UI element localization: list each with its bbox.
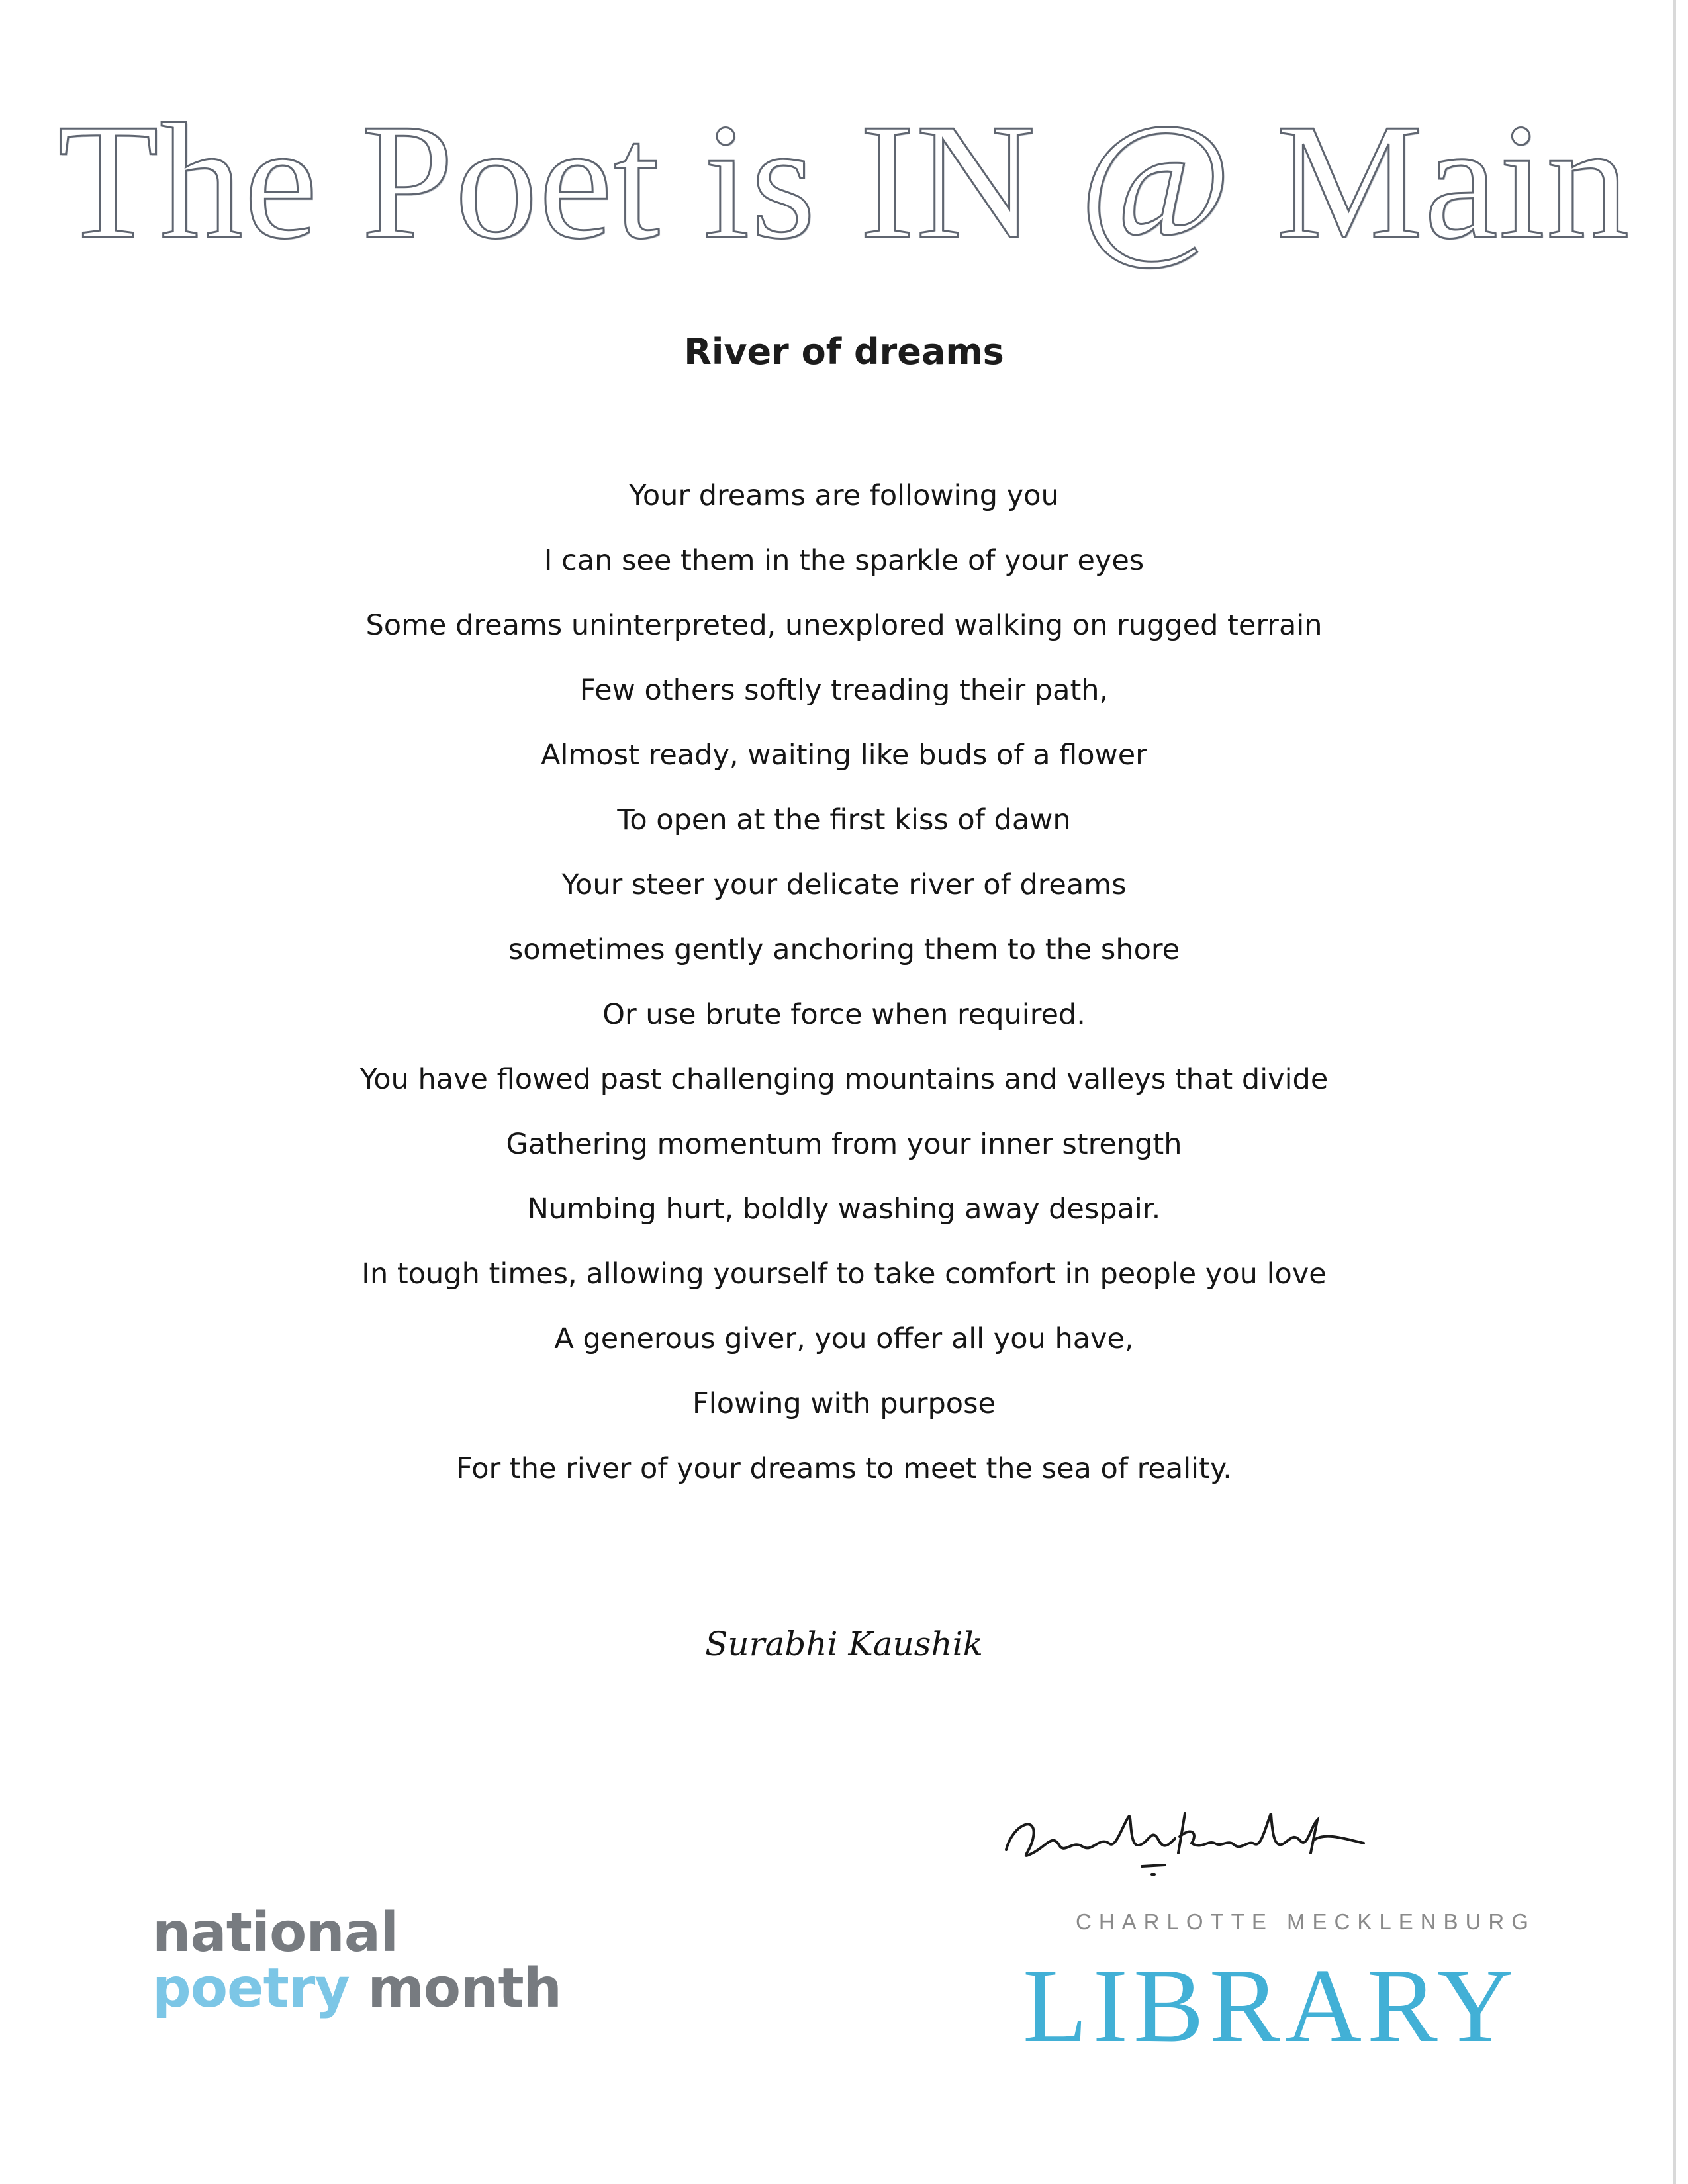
signature-underline xyxy=(1142,1865,1165,1874)
poem-line: Your steer your delicate river of dreams xyxy=(561,868,1127,901)
poem-author: Surabhi Kaushik xyxy=(705,1625,983,1663)
handwritten-signature xyxy=(993,1787,1390,1886)
library-logo: LIBRARY xyxy=(1023,1946,1519,2064)
poem-title: River of dreams xyxy=(684,331,1004,373)
page-title: The Poet is IN @ Main xyxy=(57,90,1631,273)
poem-line: Or use brute force when required. xyxy=(602,998,1086,1031)
poem-line: Gathering momentum from your inner strength xyxy=(506,1128,1182,1161)
poem-line: I can see them in the sparkle of your eyes xyxy=(543,544,1145,577)
poem-line: A generous giver, you offer all you have, xyxy=(554,1322,1134,1355)
poem-line: Your dreams are following you xyxy=(629,479,1059,512)
poem-line: In tough times, allowing yourself to take comfort in people you love xyxy=(361,1257,1327,1291)
signature-stroke xyxy=(1006,1813,1364,1856)
national-poetry-month-logo xyxy=(152,1901,562,2020)
logo-word-national: national xyxy=(152,1901,399,1964)
poem-line: For the river of your dreams to meet the sea of reality. xyxy=(456,1452,1232,1485)
poem-line: To open at the first kiss of dawn xyxy=(617,803,1071,837)
logo-word-poetry: poetry xyxy=(152,1957,350,2020)
poem-line: Few others softly treading their path, xyxy=(579,674,1109,707)
poem-body xyxy=(0,463,1688,1501)
poem-line: Numbing hurt, boldly washing away despair. xyxy=(527,1193,1161,1226)
poem-line: sometimes gently anchoring them to the shore xyxy=(508,933,1180,966)
poem-line: Almost ready, waiting like buds of a flower xyxy=(541,739,1147,772)
poem-line: Some dreams uninterpreted, unexplored walking on rugged terrain xyxy=(365,609,1323,642)
library-logo-subtitle: CHARLOTTE MECKLENBURG xyxy=(1076,1909,1536,1934)
logo-word-month: month xyxy=(367,1957,562,2020)
poem-line: Flowing with purpose xyxy=(692,1387,996,1420)
poem-line: You have flowed past challenging mountains and valleys that divide xyxy=(359,1063,1329,1096)
